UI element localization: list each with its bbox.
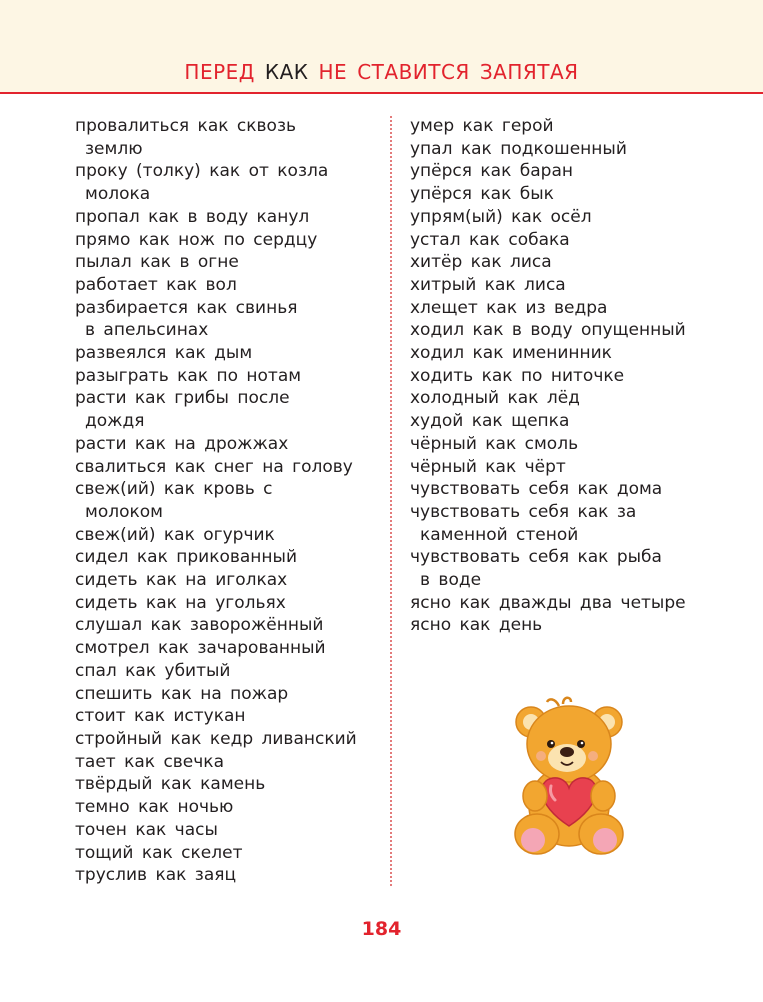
idiom-text: устал как собака [410, 229, 570, 250]
idiom-entry [75, 297, 380, 342]
idiom-entry [410, 592, 730, 615]
idiom-entry [410, 614, 730, 637]
idiom-text: чувствовать себя как рыба [410, 547, 662, 568]
idiom-entry [75, 683, 380, 706]
idiom-text: пропал как в воду канул [75, 206, 310, 227]
idiom-entry [75, 660, 380, 683]
idiom-entry [410, 183, 730, 206]
idiom-text: ходить как по ниточке [410, 365, 625, 386]
title-word: ПЕРЕД [184, 60, 255, 84]
page-header [0, 0, 763, 94]
left-column [75, 115, 380, 887]
idiom-entry [410, 456, 730, 479]
title-word: СТАВИТСЯ [357, 60, 470, 84]
idiom-entry [75, 251, 380, 274]
idiom-text: хлещет как из ведра [410, 297, 608, 318]
idiom-entry [75, 478, 380, 523]
idiom-text: худой как щепка [410, 411, 570, 432]
idiom-text: пылал как в огне [75, 252, 239, 273]
idiom-text: твёрдый как камень [75, 774, 266, 795]
idiom-entry [75, 614, 380, 637]
idiom-text: чувствовать себя как дома [410, 479, 663, 500]
idiom-text: сидеть как на иголках [75, 570, 288, 591]
idiom-entry [410, 433, 730, 456]
idiom-text: свеж(ий) как кровь с [75, 479, 273, 500]
idiom-text-continuation: в апельсинах [85, 320, 209, 341]
idiom-entry [410, 501, 730, 546]
idiom-entry [75, 751, 380, 774]
idiom-entry [410, 297, 730, 320]
idiom-text: стройный как кедр ливанский [75, 728, 357, 749]
idiom-text: тощий как скелет [75, 842, 243, 863]
idiom-text: ходил как в воду опущенный [410, 320, 686, 341]
idiom-text: сидел как прикованный [75, 547, 297, 568]
idiom-text: хитрый как лиса [410, 274, 566, 295]
idiom-entry [75, 115, 380, 160]
idiom-entry [410, 342, 730, 365]
idiom-entry [410, 274, 730, 297]
idiom-text: чувствовать себя как за [410, 501, 637, 522]
idiom-entry [410, 229, 730, 252]
idiom-entry [75, 342, 380, 365]
idiom-text: упрям(ый) как осёл [410, 206, 592, 227]
idiom-entry [410, 410, 730, 433]
idiom-text: труслив как заяц [75, 865, 237, 886]
idiom-entry [410, 387, 730, 410]
idiom-text: расти как на дрожжах [75, 433, 289, 454]
idiom-text: разыграть как по нотам [75, 365, 302, 386]
idiom-entry [75, 387, 380, 432]
idiom-text: смотрел как зачарованный [75, 638, 326, 659]
idiom-text: упал как подкошенный [410, 138, 627, 159]
column-divider [390, 116, 392, 886]
idiom-entry [75, 546, 380, 569]
idiom-entry [410, 138, 730, 161]
idiom-text: развеялся как дым [75, 343, 253, 364]
idiom-text-continuation: молока [85, 184, 151, 205]
idiom-entry [75, 524, 380, 547]
idiom-text-continuation: дождя [85, 411, 145, 432]
idiom-text: тает как свечка [75, 751, 224, 772]
idiom-entry [75, 796, 380, 819]
idiom-text: работает как вол [75, 274, 237, 295]
idiom-text: упёрся как бык [410, 184, 554, 205]
idiom-text: чёрный как чёрт [410, 456, 566, 477]
idiom-entry [75, 728, 380, 751]
idiom-text: проку (толку) как от козла [75, 161, 329, 182]
idiom-text: холодный как лёд [410, 388, 580, 409]
idiom-text: спал как убитый [75, 660, 231, 681]
idiom-entry [410, 319, 730, 342]
idiom-entry [75, 864, 380, 887]
idiom-entry [75, 592, 380, 615]
idiom-entry [75, 705, 380, 728]
idiom-entry [410, 365, 730, 388]
idiom-entry [410, 115, 730, 138]
idiom-text: слушал как заворожённый [75, 615, 324, 636]
title-word: ЗАПЯТАЯ [479, 60, 579, 84]
teddy-bear-with-heart-icon [505, 694, 633, 860]
idiom-text: ясно как дважды два четыре [410, 592, 686, 613]
idiom-entry [75, 819, 380, 842]
idiom-text: стоит как истукан [75, 706, 246, 727]
title-word-emphasis: КАК [264, 60, 309, 84]
section-title [0, 58, 763, 86]
idiom-text: расти как грибы после [75, 388, 290, 409]
idiom-entry [75, 637, 380, 660]
idiom-entry [410, 160, 730, 183]
idiom-entry [75, 160, 380, 205]
idiom-entry [75, 433, 380, 456]
idiom-text: спешить как на пожар [75, 683, 289, 704]
idiom-text: точен как часы [75, 819, 218, 840]
idiom-text-continuation: молоком [85, 501, 163, 522]
idiom-text: темно как ночью [75, 797, 234, 818]
idiom-text: умер как герой [410, 116, 554, 136]
idiom-text: свеж(ий) как огурчик [75, 524, 275, 545]
idiom-text-continuation: землю [85, 138, 143, 159]
idiom-entry [75, 773, 380, 796]
idiom-text: ясно как день [410, 615, 543, 636]
idiom-entry [410, 546, 730, 591]
idiom-text: провалиться как сквозь [75, 116, 297, 136]
idiom-entry [75, 365, 380, 388]
right-column [410, 115, 730, 637]
idiom-entry [410, 478, 730, 501]
idiom-text-continuation: в воде [420, 570, 482, 591]
idiom-text: хитёр как лиса [410, 252, 552, 273]
idiom-text-continuation: каменной стеной [420, 524, 579, 545]
idiom-entry [75, 229, 380, 252]
idiom-entry [410, 206, 730, 229]
idiom-text: прямо как нож по сердцу [75, 229, 318, 250]
idiom-entry [410, 251, 730, 274]
page-number: 184 [361, 918, 402, 940]
idiom-text: упёрся как баран [410, 161, 573, 182]
idiom-text: чёрный как смоль [410, 433, 579, 454]
idiom-entry [75, 456, 380, 479]
idiom-text: свалиться как снег на голову [75, 456, 353, 477]
idiom-entry [75, 842, 380, 865]
idiom-entry [75, 274, 380, 297]
idiom-text: сидеть как на угольях [75, 592, 286, 613]
title-word: НЕ [318, 60, 348, 84]
idiom-text: ходил как именинник [410, 343, 612, 364]
idiom-entry [75, 206, 380, 229]
idiom-entry [75, 569, 380, 592]
idiom-text: разбирается как свинья [75, 297, 298, 318]
